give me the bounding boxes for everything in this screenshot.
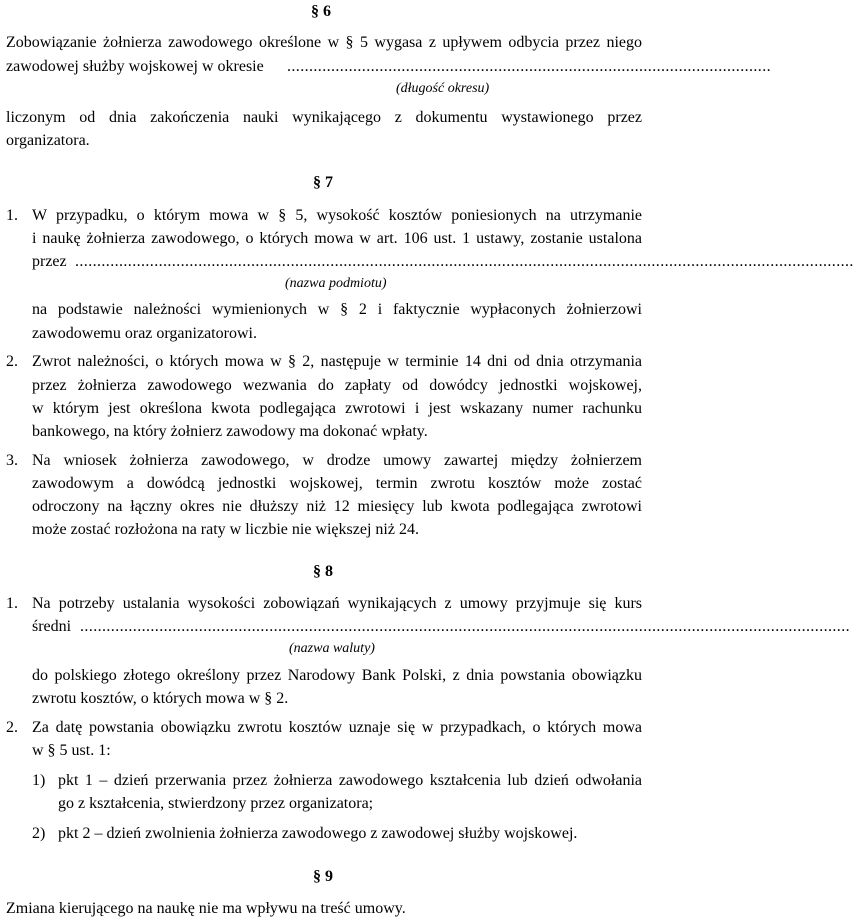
section-8-point-2-line-1: Za datę powstania obowiązku zwrotu kosztów uznaje się w przypadkach, o których mowa: [32, 719, 642, 736]
section-7-point-3-line-4: może zostać rozłożona na raty w liczbie nie większej niż 24.: [32, 521, 419, 538]
section-6-line-1: Zobowiązanie żołnierza zawodowego określone w § 5 wygasa z upływem odbycia przez niego: [6, 34, 642, 51]
section-7-point-2-line-2: przez żołnierza zawodowego wezwania do zapłaty od dowódcy jednostki wojskowej,: [32, 377, 642, 394]
currency-fill-line: ...............................................................................................................................................................................: [80, 618, 850, 635]
section-8-point-2-number: 2.: [6, 719, 18, 736]
section-8-point-1-line-2: średni: [32, 618, 72, 635]
subpoint-1-line-1: pkt 1 – dzień przerwania przez żołnierza zawodowego kształcenia lub dzień odwołania: [58, 772, 642, 789]
section-7-point-2-line-4: bankowego, na który żołnierz zawodowy ma dokonać wpłaty.: [32, 423, 428, 440]
section-6-line-2: zawodowej służby wojskowej w okresie: [6, 58, 264, 75]
section-8-point-2-line-2: w § 5 ust. 1:: [32, 742, 111, 759]
section-7-point-3-line-2: zawodowym a dowódcą jednostki wojskowej, termin zwrotu kosztów może zostać: [32, 475, 642, 492]
duration-fill-line: ..............................................................................................................: [287, 58, 771, 75]
subpoint-2-line-1: pkt 2 – dzień zwolnienia żołnierza zawodowego z zawodowej służby wojskowej.: [58, 825, 578, 842]
section-7-point-1-line-3: przez: [32, 253, 67, 270]
section-7-point-1-line-1: W przypadku, o którym mowa w § 5, wysokość kosztów poniesionych na utrzymanie: [32, 207, 642, 224]
section-9-heading: § 9: [313, 868, 333, 885]
section-7-point-1-line-4: na podstawie należności wymienionych w § 2 i faktycznie wypłaconych żołnierzowi: [32, 301, 642, 318]
entity-fill-line: .................................................................................................................................................................................: [75, 253, 854, 270]
section-7-point-2-line-1: Zwrot należności, o których mowa w § 2, następuje w terminie 14 dni od dnia otrzymania: [32, 353, 642, 370]
section-7-point-3-line-1: Na wniosek żołnierza zawodowego, w drodze umowy zawartej między żołnierzem: [32, 452, 642, 469]
section-7-heading: § 7: [313, 174, 333, 191]
subpoint-1-line-2: go z kształcenia, stwierdzony przez organizatora;: [58, 795, 374, 812]
section-7-point-3-number: 3.: [6, 452, 18, 469]
section-6-heading: § 6: [311, 3, 331, 20]
section-8-point-1-line-1: Na potrzeby ustalania wysokości zobowiązań wynikających z umowy przyjmuje się kurs: [32, 595, 642, 612]
section-7-point-2-line-3: w którym jest określona kwota podlegająca zwrotowi i jest wskazany numer rachunku: [32, 400, 642, 417]
section-7-point-1-number: 1.: [6, 207, 18, 224]
subpoint-2-number: 2): [32, 825, 46, 842]
section-7-point-1-line-2: i naukę żołnierza zawodowego, o których mowa w art. 106 ust. 1 ustawy, zostanie ustalona: [32, 230, 642, 247]
currency-caption: (nazwa waluty): [289, 641, 375, 656]
subpoint-1-number: 1): [32, 772, 46, 789]
section-8-point-1-line-3: do polskiego złotego określony przez Narodowy Bank Polski, z dnia powstania obowiązku: [32, 667, 642, 684]
section-6-line-3: liczonym od dnia zakończenia nauki wynikającego z dokumentu wystawionego przez: [6, 109, 642, 126]
section-9-line-1: Zmiana kierującego na naukę nie ma wpływu na treść umowy.: [6, 900, 406, 917]
section-7-point-2-number: 2.: [6, 353, 18, 370]
section-7-point-1-line-5: zawodowemu oraz organizatorowi.: [32, 325, 257, 342]
section-8-point-1-number: 1.: [6, 595, 18, 612]
section-7-point-3-line-3: odroczony na łączny okres nie dłuższy niż 12 miesięcy lub kwota podlegająca zwrotowi: [32, 498, 642, 515]
section-8-heading: § 8: [313, 563, 333, 580]
entity-caption: (nazwa podmiotu): [285, 276, 387, 291]
duration-caption: (długość okresu): [396, 81, 490, 96]
section-8-point-1-line-4: zwrotu kosztów, o których mowa w § 2.: [32, 690, 289, 707]
section-6-line-4: organizatora.: [6, 132, 90, 149]
